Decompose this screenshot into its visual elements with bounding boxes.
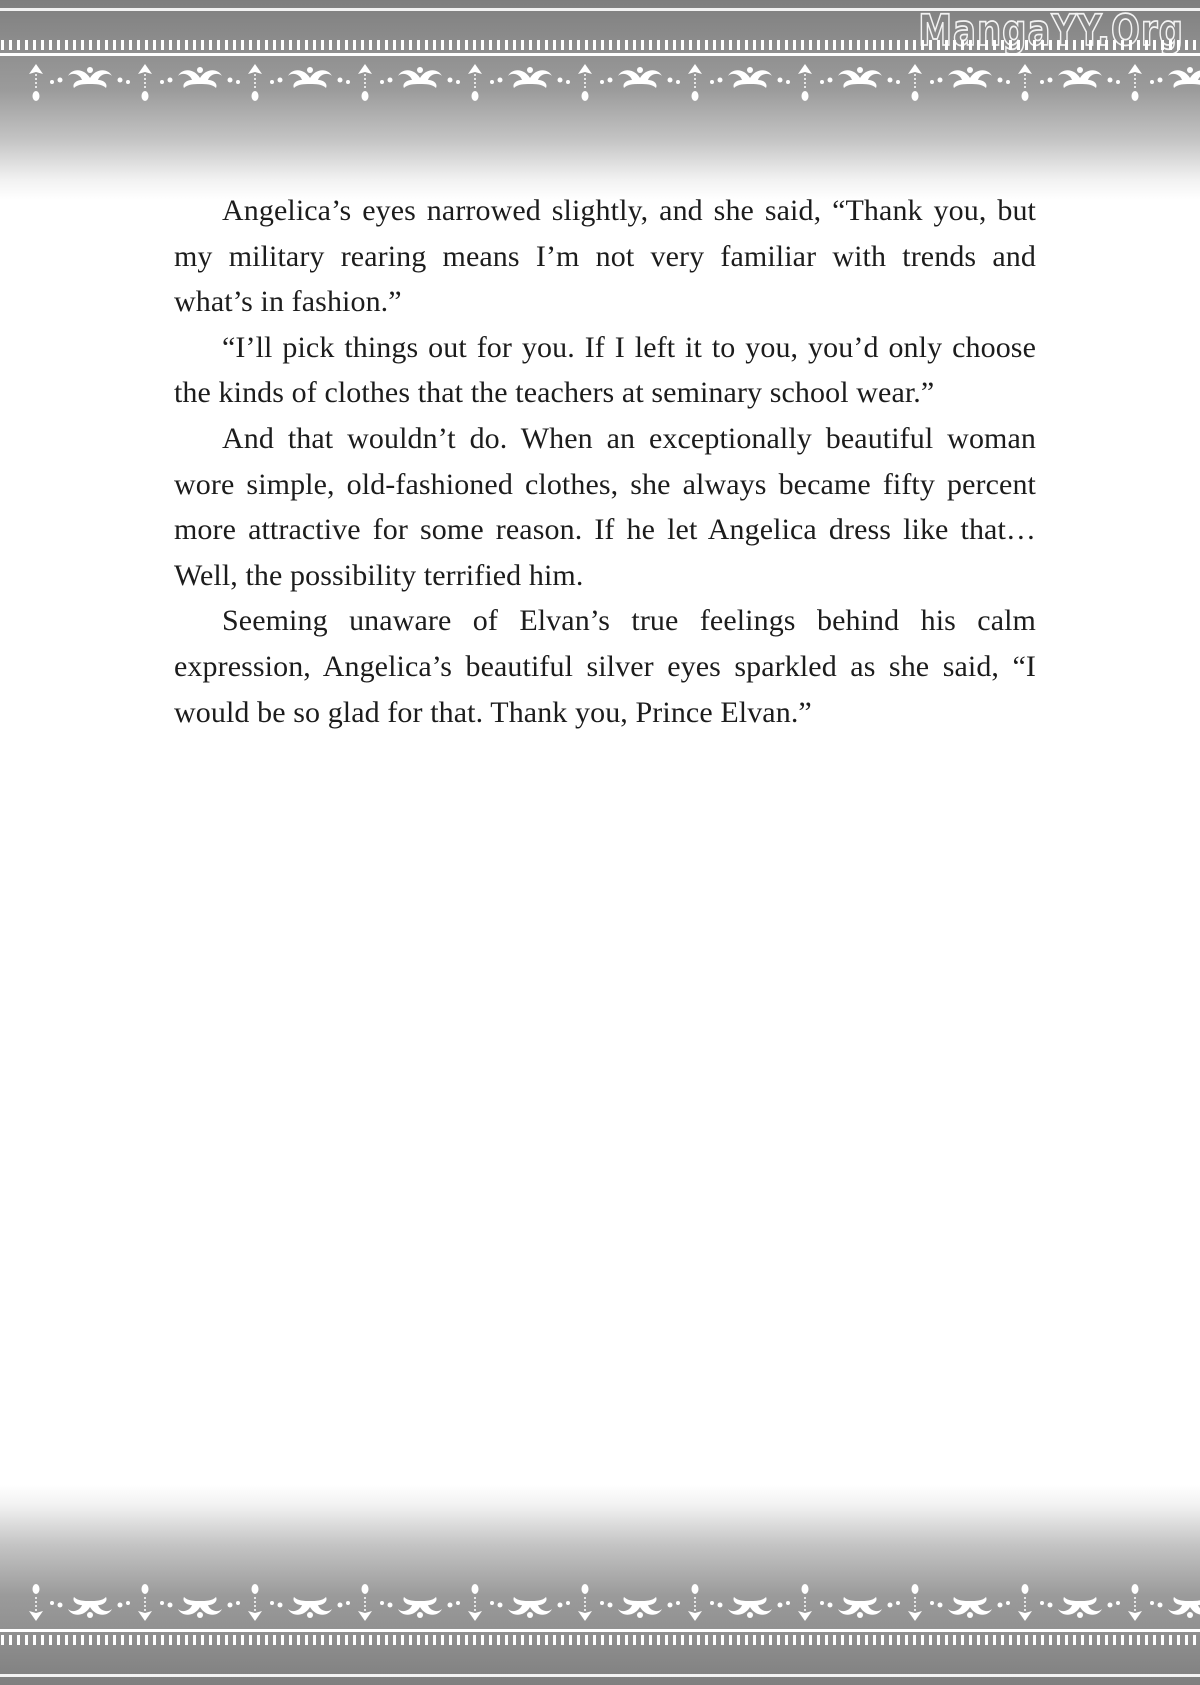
paragraph: And that wouldn’t do. When an exceptionally beautiful woman wore simple, old-fashioned clothes, she always became fifty percent more attractive for some reason. If he let Angelica dress like that… Well, the possibility terrified him. — [174, 421, 1036, 592]
page-body — [174, 188, 1036, 735]
watermark: MangaYY.Org — [918, 6, 1184, 56]
paragraph: “I’ll pick things out for you. If I left it to you, you’d only choose the kinds of clothes that the teachers at seminary school wear.” — [174, 330, 1036, 410]
bottom-ornamental-border — [0, 1485, 1200, 1685]
top-ornamental-border — [0, 0, 1200, 200]
paragraph: Seeming unaware of Elvan’s true feelings behind his calm expression, Angelica’s beautiful silver eyes sparkled as she said, “I would be so glad for that. Thank you, Prince Elvan.” — [174, 604, 1036, 729]
paragraph: Angelica’s eyes narrowed slightly, and she said, “Thank you, but my military rearing means I’m not very familiar with trends and what’s in fashion.” — [174, 194, 1036, 319]
bottom-border-ornaments — [0, 1485, 1200, 1685]
